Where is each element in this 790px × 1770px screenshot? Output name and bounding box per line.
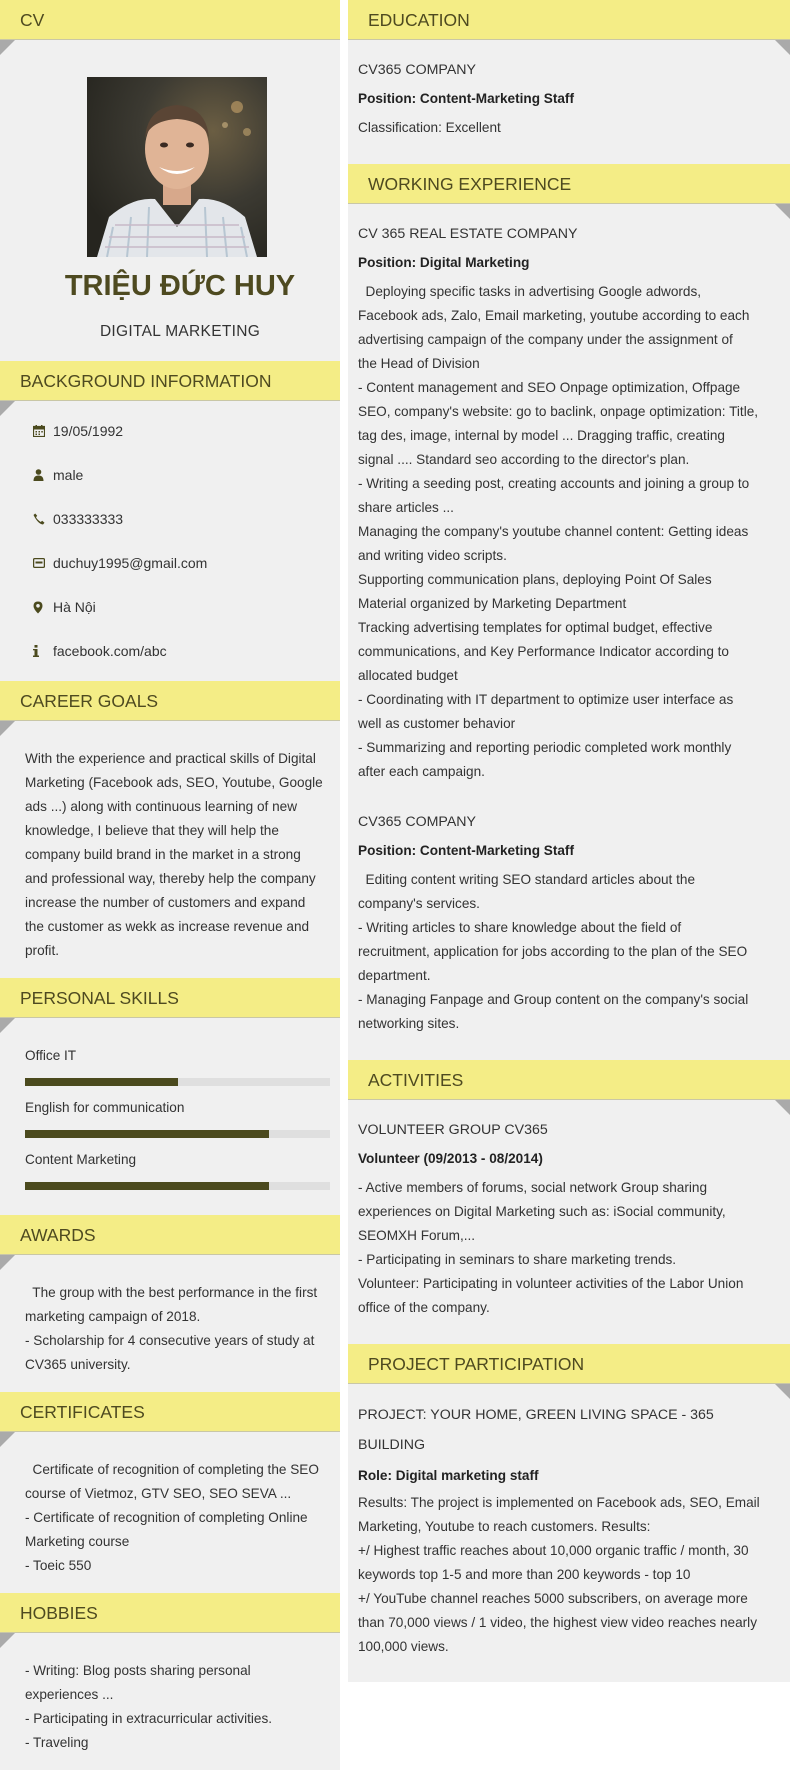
activity-org: VOLUNTEER GROUP CV365 bbox=[358, 1122, 548, 1138]
heading-fold bbox=[0, 1633, 15, 1648]
text-line: Marketing, Youtube to reach customers. Results: bbox=[358, 1519, 651, 1534]
phone-row bbox=[33, 509, 123, 529]
skill-item bbox=[25, 1150, 330, 1190]
heading-fold bbox=[775, 40, 790, 55]
skills-heading-label: PERSONAL SKILLS bbox=[20, 988, 179, 1008]
gender-value: male bbox=[53, 467, 84, 483]
text-line: advertising campaign of the company under the assignment of bbox=[358, 332, 733, 347]
text-line: - Traveling bbox=[25, 1735, 89, 1750]
skill-item bbox=[25, 1098, 330, 1138]
project-title-line: PROJECT: YOUR HOME, GREEN LIVING SPACE - 365 bbox=[358, 1407, 714, 1423]
skill-item bbox=[25, 1046, 330, 1086]
text-line: Material organized by Marketing Department bbox=[358, 596, 627, 611]
education-company: CV365 COMPANY bbox=[358, 62, 477, 78]
candidate-name: TRIỆU ĐỨC HUY bbox=[64, 270, 296, 302]
text-line: - Participating in seminars to share marketing trends. bbox=[358, 1252, 677, 1267]
job-company: CV365 COMPANY bbox=[358, 814, 477, 830]
text-line: - Managing Fanpage and Group content on the company's social bbox=[358, 992, 749, 1007]
text-line: communications, and Key Performance Indicator according to bbox=[358, 644, 729, 659]
text-line: - Toeic 550 bbox=[25, 1558, 92, 1573]
text-line: Supporting communication plans, deploying Point Of Sales bbox=[358, 572, 712, 587]
text-line: office of the company. bbox=[358, 1300, 490, 1315]
heading-fold bbox=[0, 1432, 15, 1447]
heading-fold bbox=[775, 204, 790, 219]
skill-bar-track bbox=[25, 1182, 330, 1190]
certificates-heading-label: CERTIFICATES bbox=[20, 1402, 145, 1422]
text-line: With the experience and practical skills of Digital bbox=[25, 751, 316, 766]
text-line: +/ YouTube channel reaches 5000 subscribers, on average more bbox=[358, 1591, 748, 1606]
text-line: recruitment, application for jobs according to the plan of the SEO bbox=[358, 944, 748, 959]
text-line: Volunteer: Participating in volunteer activities of the Labor Union bbox=[358, 1276, 744, 1291]
text-line: tag des, image, internal by model ... Dragging traffic, creating bbox=[358, 428, 725, 443]
skill-bar-fill bbox=[25, 1182, 269, 1190]
text-line: CV365 university. bbox=[25, 1357, 131, 1372]
text-line: - Participating in extracurricular activities. bbox=[25, 1711, 273, 1726]
education-position: Position: Content-Marketing Staff bbox=[358, 91, 574, 106]
text-line: SEO, company's website: go to baclink, onpage optimization: Title, bbox=[358, 404, 759, 419]
text-line: company's services. bbox=[358, 896, 480, 911]
text-line: and writing video scripts. bbox=[358, 548, 507, 563]
text-line: knowledge, I believe that they will help the bbox=[25, 823, 279, 838]
background-heading bbox=[0, 361, 340, 401]
experience-heading-label: WORKING EXPERIENCE bbox=[368, 174, 572, 194]
skill-label: English for communication bbox=[25, 1100, 185, 1115]
project-title-line: BUILDING bbox=[358, 1437, 426, 1453]
website-value[interactable]: facebook.com/abc bbox=[53, 643, 167, 659]
text-line: experiences on Digital Marketing such as: iSocial community, bbox=[358, 1204, 726, 1219]
birthday-row bbox=[33, 421, 123, 441]
text-line: Deploying specific tasks in advertising Google adwords, bbox=[358, 284, 702, 299]
text-line: allocated budget bbox=[358, 668, 458, 683]
background-heading-label: BACKGROUND INFORMATION bbox=[20, 371, 272, 391]
phone-icon bbox=[33, 513, 53, 525]
hobbies-heading bbox=[0, 1593, 340, 1633]
skill-bar-track bbox=[25, 1078, 330, 1086]
calendar-icon bbox=[33, 425, 53, 437]
activities-heading bbox=[348, 1060, 790, 1100]
right-column bbox=[348, 0, 790, 1682]
skill-bar-fill bbox=[25, 1130, 269, 1138]
heading-fold bbox=[0, 1255, 15, 1270]
text-line: increase the number of customers and expand bbox=[25, 895, 306, 910]
activity-description bbox=[358, 1176, 783, 1320]
project-role: Role: Digital marketing staff bbox=[358, 1468, 539, 1483]
text-line: course of Vietmoz, GTV SEO, SEO SEVA ... bbox=[25, 1486, 292, 1501]
experience-heading bbox=[348, 164, 790, 204]
text-line: and professional way, thereby help the company bbox=[25, 871, 316, 886]
certificates-heading bbox=[0, 1392, 340, 1432]
text-line: Tracking advertising templates for optimal budget, effective bbox=[358, 620, 713, 635]
heading-fold bbox=[0, 721, 15, 736]
project-heading bbox=[348, 1344, 790, 1384]
address-value: Hà Nội bbox=[53, 599, 96, 615]
heading-fold bbox=[775, 1100, 790, 1115]
job-description bbox=[358, 280, 783, 784]
info-icon bbox=[33, 645, 53, 657]
text-line: networking sites. bbox=[358, 1016, 460, 1031]
birthday-value: 19/05/1992 bbox=[53, 423, 124, 439]
text-line: The group with the best performance in the first bbox=[25, 1285, 318, 1300]
profile-photo-image bbox=[87, 77, 267, 257]
job-company: CV 365 REAL ESTATE COMPANY bbox=[358, 226, 578, 242]
career-goals-heading-label: CAREER GOALS bbox=[20, 691, 159, 711]
heading-fold bbox=[0, 401, 15, 416]
text-line: - Certificate of recognition of completing Online bbox=[25, 1510, 308, 1525]
skills-heading bbox=[0, 978, 340, 1018]
text-line: - Writing a seeding post, creating accounts and joining a group to bbox=[358, 476, 750, 491]
candidate-job-title: DIGITAL MARKETING bbox=[99, 323, 261, 340]
text-line: department. bbox=[358, 968, 431, 983]
education-classification: Classification: Excellent bbox=[358, 120, 501, 135]
text-line: - Scholarship for 4 consecutive years of study at bbox=[25, 1333, 315, 1348]
job-position: Position: Digital Marketing bbox=[358, 255, 530, 270]
skill-bar-track bbox=[25, 1130, 330, 1138]
text-line: signal .... Standard seo according to the director's plan. bbox=[358, 452, 690, 467]
hobbies-text bbox=[25, 1659, 330, 1755]
text-line: Managing the company's youtube channel content: Getting ideas bbox=[358, 524, 749, 539]
skill-label: Content Marketing bbox=[25, 1152, 137, 1167]
website-row bbox=[33, 641, 167, 661]
certificates-text bbox=[25, 1458, 330, 1578]
left-column bbox=[0, 0, 340, 1770]
gender-row bbox=[33, 465, 83, 485]
awards-heading-label: AWARDS bbox=[20, 1225, 96, 1245]
text-line: share articles ... bbox=[358, 500, 454, 515]
job-entry bbox=[358, 810, 783, 1036]
job-entry bbox=[358, 222, 783, 784]
text-line: well as customer behavior bbox=[358, 716, 516, 731]
text-line: than 70,000 views / 1 video, the highest view video reaches nearly bbox=[358, 1615, 757, 1630]
skill-label: Office IT bbox=[25, 1048, 77, 1063]
heading-fold bbox=[0, 40, 15, 55]
text-line: Editing content writing SEO standard articles about the bbox=[358, 872, 696, 887]
text-line: the customer as wekk as increase revenue and bbox=[25, 919, 310, 934]
project-block bbox=[358, 1400, 783, 1659]
career-goals-heading bbox=[0, 681, 340, 721]
text-line: company build brand in the market in a strong bbox=[25, 847, 301, 862]
text-line: - Coordinating with IT department to optimize user interface as bbox=[358, 692, 734, 707]
user-icon bbox=[33, 469, 53, 481]
text-line: Marketing course bbox=[25, 1534, 130, 1549]
education-block bbox=[358, 58, 783, 140]
email-row bbox=[33, 553, 207, 573]
address-row bbox=[33, 597, 96, 617]
text-line: the Head of Division bbox=[358, 356, 480, 371]
awards-text bbox=[25, 1281, 330, 1377]
activity-role: Volunteer (09/2013 - 08/2014) bbox=[358, 1151, 543, 1166]
email-value[interactable]: duchuy1995@gmail.com bbox=[53, 555, 208, 571]
text-line: Marketing (Facebook ads, SEO, Youtube, Google bbox=[25, 775, 323, 790]
text-line: - Active members of forums, social network Group sharing bbox=[358, 1180, 708, 1195]
project-description bbox=[358, 1491, 783, 1659]
text-line: Certificate of recognition of completing the SEO bbox=[25, 1462, 319, 1477]
text-line: - Content management and SEO Onpage optimization, Offpage bbox=[358, 380, 741, 395]
text-line: ads ...) along with continuous learning of new bbox=[25, 799, 298, 814]
career-goals-text bbox=[25, 747, 330, 963]
cv-heading bbox=[0, 0, 340, 40]
text-line: profit. bbox=[25, 943, 59, 958]
education-heading bbox=[348, 0, 790, 40]
activities-block bbox=[358, 1118, 783, 1320]
skill-bar-fill bbox=[25, 1078, 178, 1086]
phone-value[interactable]: 033333333 bbox=[53, 511, 124, 527]
heading-fold bbox=[0, 1018, 15, 1033]
text-line: - Summarizing and reporting periodic completed work monthly bbox=[358, 740, 732, 755]
job-position: Position: Content-Marketing Staff bbox=[358, 843, 574, 858]
text-line: - Writing articles to share knowledge about the field of bbox=[358, 920, 682, 935]
profile-photo bbox=[87, 77, 267, 257]
text-line: - Writing: Blog posts sharing personal bbox=[25, 1663, 251, 1678]
job-description bbox=[358, 868, 783, 1036]
activities-heading-label: ACTIVITIES bbox=[368, 1070, 464, 1090]
project-heading-label: PROJECT PARTICIPATION bbox=[368, 1354, 585, 1374]
education-heading-label: EDUCATION bbox=[368, 10, 470, 30]
map-marker-icon bbox=[33, 601, 53, 614]
text-line: Results: The project is implemented on Facebook ads, SEO, Email bbox=[358, 1495, 760, 1510]
text-line: experiences ... bbox=[25, 1687, 114, 1702]
text-line: keywords top 1-5 and more than 200 keywords - top 10 bbox=[358, 1567, 691, 1582]
cv-heading-label: CV bbox=[20, 10, 45, 30]
text-line: 100,000 views. bbox=[358, 1639, 449, 1654]
text-line: marketing campaign of 2018. bbox=[25, 1309, 201, 1324]
heading-fold bbox=[775, 1384, 790, 1399]
awards-heading bbox=[0, 1215, 340, 1255]
text-line: after each campaign. bbox=[358, 764, 485, 779]
hobbies-heading-label: HOBBIES bbox=[20, 1603, 98, 1623]
envelope-icon bbox=[33, 557, 53, 569]
text-line: Facebook ads, Zalo, Email marketing, youtube according to each bbox=[358, 308, 750, 323]
text-line: SEOMXH Forum,... bbox=[358, 1228, 476, 1243]
text-line: +/ Highest traffic reaches about 10,000 organic traffic / month, 30 bbox=[358, 1543, 749, 1558]
